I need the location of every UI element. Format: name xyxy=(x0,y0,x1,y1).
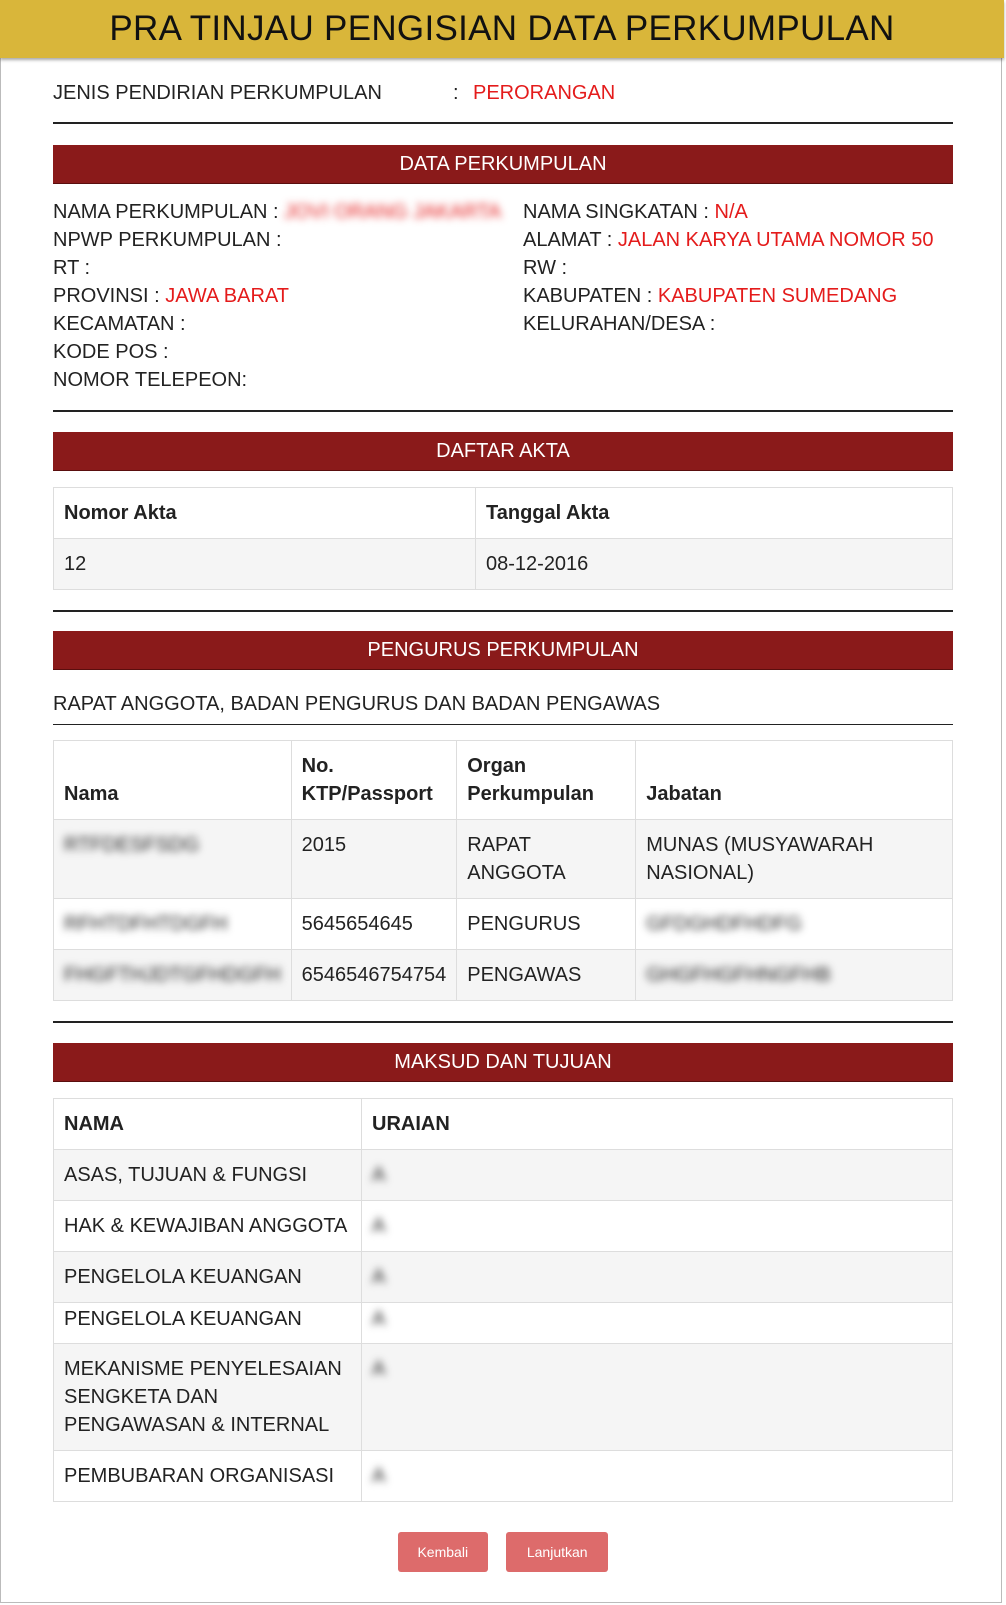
table-cell: 5645654645 xyxy=(291,899,457,950)
jenis-value: PERORANGAN xyxy=(473,82,616,104)
table-header-row xyxy=(54,741,953,820)
col-header: Nomor Akta xyxy=(54,488,476,539)
data-right-column xyxy=(523,198,953,394)
section-header-pengurus: PENGURUS PERKUMPULAN xyxy=(53,631,953,670)
field-rw: RW : xyxy=(523,257,568,279)
table-cell: ASAS, TUJUAN & FUNGSI xyxy=(54,1150,362,1201)
table-row xyxy=(54,1451,953,1502)
table-cell: PENGURUS xyxy=(457,899,636,950)
table-cell: 12 xyxy=(54,539,476,590)
table-cell: 08-12-2016 xyxy=(476,539,953,590)
table-row xyxy=(54,1344,953,1451)
table-cell: A xyxy=(362,1344,953,1451)
table-cell: PENGAWAS xyxy=(457,950,636,1001)
field-kecamatan: KECAMATAN : xyxy=(53,313,186,335)
table-header-row xyxy=(54,1099,953,1150)
section-header-maksud: MAKSUD DAN TUJUAN xyxy=(53,1043,953,1082)
provinsi-value: JAWA BARAT xyxy=(165,285,289,307)
table-cell: RTFDESFSDG xyxy=(54,820,292,899)
table-row xyxy=(54,950,953,1001)
table-row xyxy=(54,1201,953,1252)
col-header: Organ Perkumpulan xyxy=(457,741,636,820)
divider xyxy=(53,410,953,412)
table-cell: GFDGHDFHDFG xyxy=(636,899,953,950)
data-perkumpulan-fields xyxy=(53,198,953,394)
table-row xyxy=(54,539,953,590)
divider xyxy=(53,610,953,612)
table-cell: MUNAS (MUSYAWARAH NASIONAL) xyxy=(636,820,953,899)
table-cell: RAPAT ANGGOTA xyxy=(457,820,636,899)
table-cell: A xyxy=(362,1201,953,1252)
review-content xyxy=(53,78,953,1572)
pengurus-table xyxy=(53,740,953,1001)
table-cell: 6546546754754 xyxy=(291,950,457,1001)
table-row xyxy=(54,1150,953,1201)
table-cell: PEMBUBARAN ORGANISASI xyxy=(54,1451,362,1502)
table-header-row xyxy=(54,488,953,539)
col-header: Jabatan xyxy=(636,741,953,820)
divider xyxy=(53,1021,953,1023)
field-npwp: NPWP PERKUMPULAN : xyxy=(53,229,282,251)
field-provinsi: PROVINSI : JAWA BARAT xyxy=(53,285,289,307)
kembali-button[interactable]: Kembali xyxy=(398,1532,488,1572)
alamat-value: JALAN KARYA UTAMA NOMOR 50 xyxy=(617,229,934,251)
jenis-colon: : xyxy=(453,82,459,104)
table-cell: MEKANISME PENYELESAIAN SENGKETA DAN PENGAWASAN & INTERNAL xyxy=(54,1344,362,1451)
section-header-akta: DAFTAR AKTA xyxy=(53,432,953,471)
col-header: Tanggal Akta xyxy=(476,488,953,539)
col-header: NAMA xyxy=(54,1099,362,1150)
jenis-label: JENIS PENDIRIAN PERKUMPULAN xyxy=(53,82,382,104)
data-left-column xyxy=(53,198,523,394)
field-telepon: NOMOR TELEPEON: xyxy=(53,369,248,391)
section-header-data: DATA PERKUMPULAN xyxy=(53,145,953,184)
table-row xyxy=(54,1252,953,1303)
maksud-table xyxy=(53,1098,953,1502)
page-title: PRA TINJAU PENGISIAN DATA PERKUMPULAN xyxy=(109,9,895,48)
field-kode-pos: KODE POS : xyxy=(53,341,169,363)
table-cell: A xyxy=(362,1303,953,1344)
nama-perkumpulan-value: JOVI ORANG JAKARTA xyxy=(284,201,502,223)
table-cell: RFHTDFHTDGFH xyxy=(54,899,292,950)
field-singkatan: NAMA SINGKATAN : N/A xyxy=(523,201,748,223)
table-row xyxy=(54,1303,953,1344)
table-cell: 2015 xyxy=(291,820,457,899)
table-cell: FHGFTHJDTGFHDGFH xyxy=(54,950,292,1001)
page-banner xyxy=(0,0,1004,58)
table-row xyxy=(54,820,953,899)
field-alamat: ALAMAT : JALAN KARYA UTAMA NOMOR 50 xyxy=(523,229,934,251)
field-kabupaten: KABUPATEN : KABUPATEN SUMEDANG xyxy=(523,285,898,307)
table-cell: PENGELOLA KEUANGAN xyxy=(54,1252,362,1303)
field-kelurahan: KELURAHAN/DESA : xyxy=(523,313,716,335)
divider xyxy=(53,122,953,124)
table-row xyxy=(54,899,953,950)
singkatan-value: N/A xyxy=(714,201,748,223)
field-nama-perkumpulan: NAMA PERKUMPULAN : JOVI ORANG JAKARTA xyxy=(53,201,502,223)
col-header: No. KTP/Passport xyxy=(291,741,457,820)
col-header: URAIAN xyxy=(362,1099,953,1150)
table-cell: A xyxy=(362,1451,953,1502)
pengurus-subtitle: RAPAT ANGGOTA, BADAN PENGURUS DAN BADAN PENGAWAS xyxy=(53,690,953,725)
table-cell: GHGFHGFHNGFHB xyxy=(636,950,953,1001)
field-rt: RT : xyxy=(53,257,91,279)
action-buttons xyxy=(53,1532,953,1572)
table-cell: HAK & KEWAJIBAN ANGGOTA xyxy=(54,1201,362,1252)
lanjutkan-button[interactable]: Lanjutkan xyxy=(506,1532,608,1572)
kabupaten-value: KABUPATEN SUMEDANG xyxy=(657,285,898,307)
col-header: Nama xyxy=(54,741,292,820)
table-cell: PENGELOLA KEUANGAN xyxy=(54,1303,362,1344)
table-cell: A xyxy=(362,1252,953,1303)
akta-table xyxy=(53,487,953,590)
jenis-pendirian-row xyxy=(53,78,953,108)
table-cell: A xyxy=(362,1150,953,1201)
